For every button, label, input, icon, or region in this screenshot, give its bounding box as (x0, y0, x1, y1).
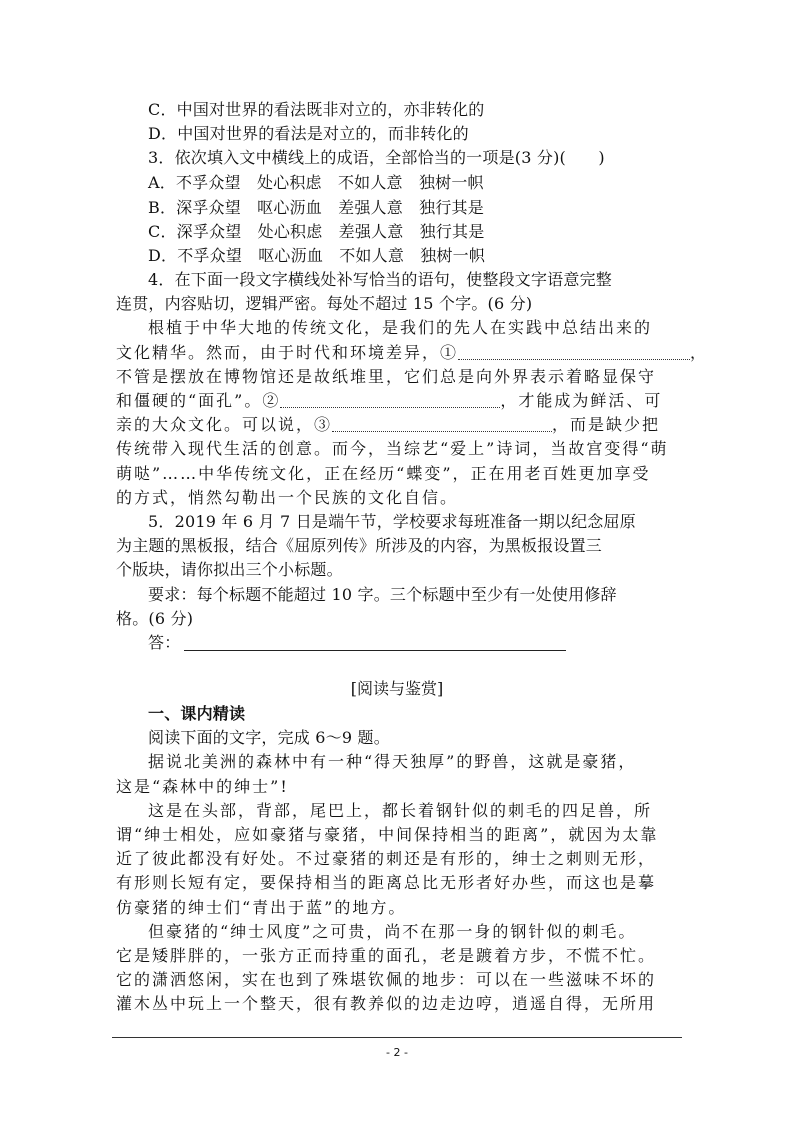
passage-p3-line1: 但豪猪的“绅士风度”之可贵，尚不在那一身的钢针似的刺毛。 (148, 922, 637, 941)
q4-text: 和僵硬的“面孔”。② (116, 391, 281, 410)
footer-divider (112, 1037, 682, 1038)
section-heading: 一、课内精读 (148, 704, 246, 723)
q5-requirement-line2: 格。(6 分) (116, 609, 194, 628)
page-number: - 2 - (386, 1046, 408, 1059)
q4-paragraph-line6: 传统带入现代生活的创意。而今，当综艺“爱上”诗词，当故宫变得“萌 (116, 439, 669, 458)
q3-option-d: D．不孚众望 呕心沥血 不如人意 独树一帜 (148, 246, 486, 265)
q4-text: ，而是缺少把 (552, 415, 661, 434)
q4-paragraph-line7: 萌哒”……中华传统文化，正在经历“蝶变”，正在用老百姓更加享受 (116, 464, 651, 483)
q4-paragraph-line5 (116, 413, 660, 437)
q5-line1: 5．2019 年 6 月 7 日是端午节，学校要求每班准备一期以纪念屈原 (148, 512, 636, 531)
fill-blank-1[interactable] (458, 343, 690, 360)
q4-text: ， (690, 343, 709, 362)
q5-answer-row (148, 631, 566, 655)
passage-p3-line3: 它的潇洒悠闲，实在也到了殊堪钦佩的地步：可以在一些滋味不坏的 (116, 970, 657, 989)
passage-p3-line2: 它是矮胖胖的，一张方正而持重的面孔，老是踱着方步，不慌不忙。 (116, 946, 657, 965)
q3-option-a: A．不孚众望 处心积虑 不如人意 独树一帜 (148, 173, 484, 192)
q5-requirement-line1: 要求：每个标题不能超过 10 字。三个标题中至少有一处使用修辞 (148, 585, 617, 604)
answer-line[interactable] (184, 634, 566, 651)
passage-p2-line3: 近了彼此都没有好处。不过豪猪的刺还是有形的，绅士之刺则无形， (116, 849, 657, 868)
q4-paragraph-line1: 根植于中华大地的传统文化，是我们的先人在实践中总结出来的 (148, 318, 653, 337)
q2-option-d: D．中国对世界的看法是对立的，而非转化的 (148, 124, 469, 143)
q4-paragraph-line4 (116, 389, 662, 413)
fill-blank-2[interactable] (280, 391, 500, 408)
passage-p2-line1: 这是在头部，背部，尾巴上，都长着钢针似的刺毛的四足兽，所 (148, 801, 653, 820)
fill-blank-3[interactable] (332, 415, 552, 432)
q3-option-b: B．深孚众望 呕心沥血 差强人意 独行其是 (148, 198, 484, 217)
reading-instruction: 阅读下面的文字，完成 6～9 题。 (148, 728, 390, 747)
q4-paragraph-line8: 的方式，悄然勾勒出一个民族的文化自信。 (116, 488, 459, 507)
passage-p2-line4: 有形则长短有定，要保持相当的距离总比无形者好办些，而这也是摹 (116, 873, 657, 892)
passage-p1-line2: 这是“森林中的绅士”! (116, 777, 289, 796)
passage-p1-line1: 据说北美洲的森林中有一种“得天独厚”的野兽，这就是豪猪， (148, 752, 637, 771)
passage-p2-line5: 仿豪猪的绅士们“青出于蓝”的地方。 (116, 898, 407, 917)
q4-stem-line2: 连贯，内容贴切，逻辑严密。每处不超过 15 个字。(6 分) (116, 294, 533, 313)
q4-stem-line1: 4．在下面一段文字横线处补写恰当的语句，使整段文字语意完整 (148, 270, 612, 289)
q5-line3: 个版块，请你拟出三个小标题。 (116, 560, 343, 579)
q4-text: ，才能成为鲜活、可 (500, 391, 663, 410)
passage-p2-line2: 谓“绅士相处，应如豪猪与豪猪，中间保持相当的距离”，就因为太靠 (116, 825, 659, 844)
section-title: [阅读与鉴赏] (350, 679, 444, 698)
q2-option-c: C．中国对世界的看法既非对立的，亦非转化的 (148, 100, 485, 119)
passage-p3-line4: 灌木丛中玩上一个整天，很有教养似的边走边哼，逍遥自得，无所用 (116, 994, 657, 1013)
q5-line2: 为主题的黑板报，结合《屈原列传》所涉及的内容，为黑板报设置三 (116, 536, 603, 555)
answer-label: 答： (148, 633, 181, 652)
q4-paragraph-line3: 不管是摆放在博物馆还是故纸堆里，它们总是向外界表示着略显保守 (116, 367, 657, 386)
q3-stem: 3．依次填入文中横线上的成语，全部恰当的一项是(3 分)( ) (148, 148, 605, 167)
q3-option-c: C．深孚众望 处心积虑 差强人意 独行其是 (148, 222, 485, 241)
q4-text: 文化精华。然而，由于时代和环境差异，① (116, 343, 459, 362)
q4-text: 亲的大众文化。可以说，③ (116, 415, 333, 434)
q4-paragraph-line2 (116, 341, 708, 365)
